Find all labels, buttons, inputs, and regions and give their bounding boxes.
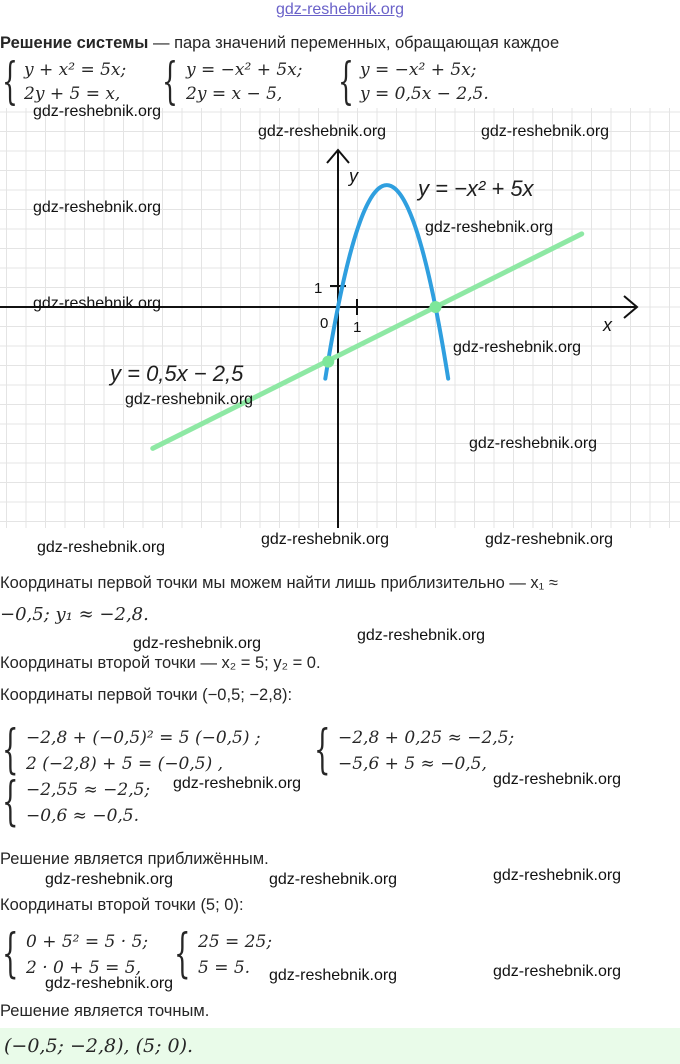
para-2: Координаты второй точки — x₂ = 5; y₂ = 0. <box>0 654 321 672</box>
check-1-c-eq-1: −2,55 ≈ −2,5; <box>26 780 151 800</box>
check-2-b-eq-2: 5 = 5. <box>198 958 251 978</box>
system-3-eq-2: y = 0,5x − 2,5. <box>360 84 489 104</box>
watermark: gdz-reshebnik.org <box>469 435 598 452</box>
watermark: gdz-reshebnik.org <box>133 635 262 652</box>
intro-text <box>0 34 559 53</box>
check-2-a-eq-2: 2 · 0 + 5 = 5, <box>26 958 141 978</box>
y-axis-label: y <box>349 166 358 186</box>
check-1-a-eq-1: −2,8 + (−0,5)² = 5 (−0,5) ; <box>26 728 261 748</box>
origin-label: 0 <box>320 315 329 332</box>
watermark: gdz-reshebnik.org <box>493 963 622 980</box>
watermark: gdz-reshebnik.org <box>481 123 610 140</box>
watermark: gdz-reshebnik.org <box>258 123 387 140</box>
system-2-eq-2: 2y = x − 5, <box>186 84 283 104</box>
answer-box: (−0,5; −2,8), (5; 0). <box>0 1028 680 1064</box>
watermark: gdz-reshebnik.org <box>269 871 398 888</box>
watermark: gdz-reshebnik.org <box>493 771 622 788</box>
para-6: Решение является точным. <box>0 1002 210 1020</box>
brace: { <box>314 720 331 780</box>
watermark: gdz-reshebnik.org <box>45 975 174 992</box>
x-tick-label: 1 <box>353 319 362 336</box>
y-tick-label: 1 <box>314 280 323 297</box>
intersection-point-1 <box>322 356 334 368</box>
check-1-c-eq-2: −0,6 ≈ −0,5. <box>26 806 140 826</box>
brace: { <box>2 924 19 984</box>
watermark: gdz-reshebnik.org <box>357 627 486 644</box>
para-5: Координаты второй точки (5; 0): <box>0 896 244 914</box>
graph-grid <box>0 108 680 528</box>
watermark: gdz-reshebnik.org <box>493 867 622 884</box>
brace: { <box>338 52 354 110</box>
watermark: gdz-reshebnik.org <box>33 103 162 120</box>
brace: { <box>2 720 19 780</box>
watermark: gdz-reshebnik.org <box>173 775 302 792</box>
watermark: gdz-reshebnik.org <box>269 967 398 984</box>
watermark: gdz-reshebnik.org <box>37 539 166 556</box>
brace: { <box>162 52 178 110</box>
check-1-b-eq-2: −5,6 + 5 ≈ −0,5, <box>338 754 487 774</box>
para-3: Координаты первой точки (−0,5; −2,8): <box>0 686 293 704</box>
line-label: y = 0,5x − 2,5 <box>110 361 244 386</box>
intro-rest: — пара значений переменных, обращающая каждое <box>148 34 560 52</box>
brace: { <box>174 924 191 984</box>
x-axis-label: x <box>603 315 612 335</box>
watermark: gdz-reshebnik.org <box>125 391 254 408</box>
system-2-eq-1: y = −x² + 5x; <box>186 60 303 80</box>
para-4: Решение является приближённым. <box>0 850 269 868</box>
site-link[interactable]: gdz-reshebnik.org <box>275 1 405 18</box>
watermark: gdz-reshebnik.org <box>453 339 582 356</box>
brace: { <box>2 772 19 832</box>
parabola-label: y = −x² + 5x <box>418 176 534 201</box>
watermark: gdz-reshebnik.org <box>45 871 174 888</box>
brace: { <box>2 52 18 110</box>
watermark: gdz-reshebnik.org <box>33 295 162 312</box>
intersection-point-2 <box>430 301 442 313</box>
check-1-a-eq-2: 2 (−2,8) + 5 = (−0,5) , <box>26 754 224 774</box>
check-1-b-eq-1: −2,8 + 0,25 ≈ −2,5; <box>338 728 515 748</box>
parabola-curve <box>325 185 448 378</box>
function-graph <box>0 108 680 528</box>
system-3-eq-1: y = −x² + 5x; <box>360 60 477 80</box>
system-1-eq-2: 2y + 5 = x, <box>24 84 121 104</box>
para-1-line-1: Координаты первой точки мы можем найти лишь приблизительно — x₁ ≈ <box>0 574 558 592</box>
system-1-eq-1: y + x² = 5x; <box>24 60 127 80</box>
watermark: gdz-reshebnik.org <box>425 219 554 236</box>
check-2-a-eq-1: 0 + 5² = 5 · 5; <box>26 932 149 952</box>
intro-bold: Решение системы <box>0 34 149 52</box>
watermark: gdz-reshebnik.org <box>485 531 614 548</box>
para-1-line-2: −0,5; y₁ ≈ −2,8. <box>0 604 149 625</box>
check-2-b-eq-1: 25 = 25; <box>198 932 273 952</box>
watermark: gdz-reshebnik.org <box>261 531 390 548</box>
watermark: gdz-reshebnik.org <box>33 199 162 216</box>
